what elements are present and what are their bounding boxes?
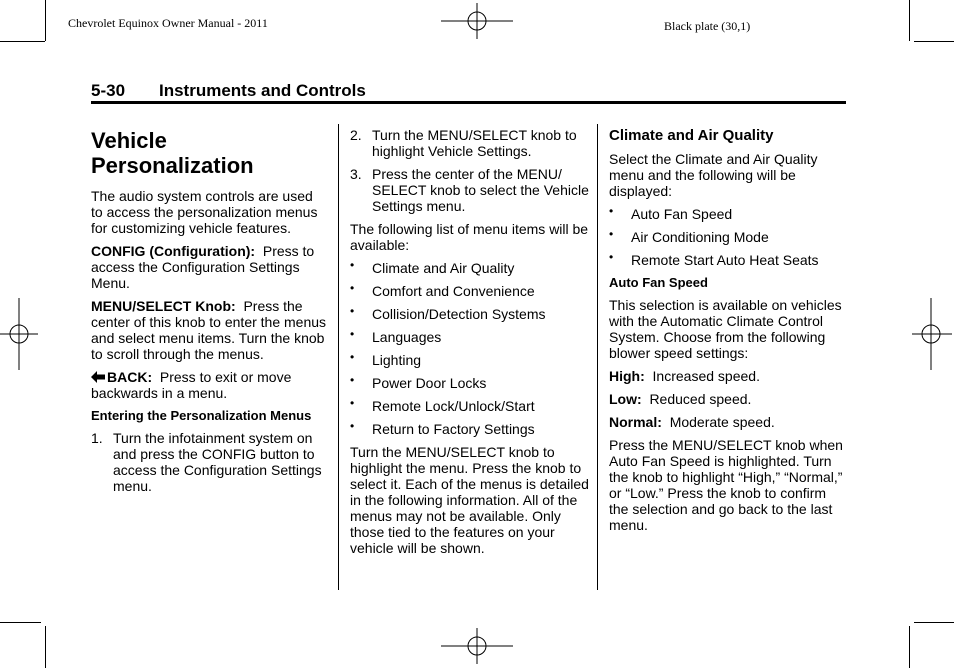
back-text: Press to exit or move backwards in a menu. <box>91 369 292 401</box>
bullet-icon: • <box>350 350 355 364</box>
bullet-icon: • <box>609 227 614 241</box>
bullet-icon: • <box>350 281 355 295</box>
list-item <box>350 375 590 391</box>
header-rule <box>91 101 846 104</box>
bullet-icon: • <box>350 396 355 410</box>
auto-fan-speed-intro: This selection is available on vehicles with the Automatic Climate Control System. Choose from the following blower speed settings: <box>609 297 842 361</box>
crop-mark <box>45 626 46 668</box>
section-title: Instruments and Controls <box>159 81 366 100</box>
list-item-text: Lighting <box>372 352 422 368</box>
title-line-1: Vehicle <box>91 128 167 153</box>
bullet-icon: • <box>350 419 355 433</box>
list-item <box>350 421 590 437</box>
menu-items-list <box>350 260 590 437</box>
closing-paragraph: Press the MENU/SELECT knob when Auto Fan Speed is highlighted. Turn the knob to highlight “High,” “Normal,” or “Low.” Press the knob to confirm the selection and go back to the last menu. <box>609 437 843 533</box>
registration-mark-icon <box>0 298 38 370</box>
list-item-text: Power Door Locks <box>372 375 487 391</box>
list-item-text: Air Conditioning Mode <box>631 229 769 245</box>
step-text: Press the center of the MENU/ SELECT knob to select the Vehicle Settings menu. <box>372 166 589 214</box>
column-divider <box>338 124 339 590</box>
config-paragraph <box>91 243 327 291</box>
crop-mark <box>909 0 910 41</box>
list-item-text: Collision/Detection Systems <box>372 306 546 322</box>
menu-knob-paragraph <box>91 298 327 362</box>
back-paragraph <box>91 369 327 401</box>
climate-heading: Climate and Air Quality <box>609 127 774 144</box>
back-label: BACK: <box>107 369 153 385</box>
menu-knob-label: MENU/SELECT Knob: <box>91 298 236 314</box>
page-number: 5-30 <box>91 81 126 100</box>
low-setting <box>609 391 845 407</box>
normal-setting <box>609 414 845 430</box>
step-number: 2. <box>350 127 362 143</box>
list-item-text: Remote Lock/Unlock/Start <box>372 398 535 414</box>
crop-mark <box>914 41 954 42</box>
column-3 <box>609 127 845 540</box>
closing-paragraph: Turn the MENU/SELECT knob to highlight the menu. Press the knob to select it. Each of the menus is detailed in the following information. All of the menus may not be available. Only those tied to the features on your vehicle will be shown. <box>350 444 589 556</box>
high-text: Increased speed. <box>652 368 760 384</box>
list-item <box>350 352 590 368</box>
step-2 <box>350 127 590 159</box>
auto-fan-speed-heading: Auto Fan Speed <box>609 275 708 290</box>
bullet-icon: • <box>609 204 614 218</box>
list-item-text: Languages <box>372 329 442 345</box>
title-line-2: Personalization <box>91 153 254 178</box>
climate-intro: Select the Climate and Air Quality menu and the following will be displayed: <box>609 151 818 199</box>
high-setting <box>609 368 845 384</box>
menu-knob-text: Press the center of this knob to enter the menus and select menu items. Turn the knob to scroll through the menus. <box>91 298 327 362</box>
registration-mark-icon <box>441 628 513 664</box>
registration-mark-icon <box>912 298 952 370</box>
list-item-text: Comfort and Convenience <box>372 283 535 299</box>
step-text: Turn the infotainment system on and press the CONFIG button to access the Configuration Settings menu. <box>113 430 322 494</box>
column-divider <box>597 124 598 590</box>
page-title <box>91 128 327 178</box>
bullet-icon: • <box>350 304 355 318</box>
climate-items-list <box>609 206 845 268</box>
low-text: Reduced speed. <box>649 391 752 407</box>
bullet-icon: • <box>350 373 355 387</box>
crop-mark <box>914 622 954 623</box>
list-item <box>350 329 590 345</box>
list-item <box>609 206 845 222</box>
intro-paragraph: The audio system controls are used to access the personalization menus for customizing vehicle features. <box>91 188 318 236</box>
normal-text: Moderate speed. <box>669 414 775 430</box>
list-item <box>350 306 590 322</box>
bullet-icon: • <box>609 250 614 264</box>
print-header-plate: Black plate (30,1) <box>664 19 751 33</box>
low-label: Low: <box>609 391 642 407</box>
list-item <box>350 260 590 276</box>
step-text: Turn the MENU/SELECT knob to highlight Vehicle Settings. <box>372 127 577 159</box>
print-header-title: Chevrolet Equinox Owner Manual - 2011 <box>68 16 268 30</box>
list-item-text: Return to Factory Settings <box>372 421 535 437</box>
list-item <box>609 252 845 268</box>
crop-mark <box>909 626 910 668</box>
list-intro: The following list of menu items will be available: <box>350 221 589 253</box>
bullet-icon: • <box>350 258 355 272</box>
entering-heading: Entering the Personalization Menus <box>91 408 312 423</box>
crop-mark <box>0 41 45 42</box>
back-arrow-icon <box>91 371 105 383</box>
column-1 <box>91 124 327 501</box>
normal-label: Normal: <box>609 414 662 430</box>
step-number: 3. <box>350 166 362 182</box>
step-1 <box>91 430 327 494</box>
page-header <box>91 81 366 101</box>
config-label: CONFIG (Configuration): <box>91 243 256 259</box>
list-item <box>350 398 590 414</box>
high-label: High: <box>609 368 645 384</box>
column-2 <box>350 127 590 563</box>
list-item-text: Climate and Air Quality <box>372 260 515 276</box>
registration-mark-icon <box>441 3 513 39</box>
list-item <box>609 229 845 245</box>
list-item <box>350 283 590 299</box>
config-text: Press to access the Configuration Settings Menu. <box>91 243 315 291</box>
step-number: 1. <box>91 430 103 446</box>
list-item-text: Auto Fan Speed <box>631 206 733 222</box>
step-3 <box>350 166 590 214</box>
list-item-text: Remote Start Auto Heat Seats <box>631 252 819 268</box>
bullet-icon: • <box>350 327 355 341</box>
crop-mark <box>0 622 41 623</box>
crop-mark <box>45 0 46 41</box>
